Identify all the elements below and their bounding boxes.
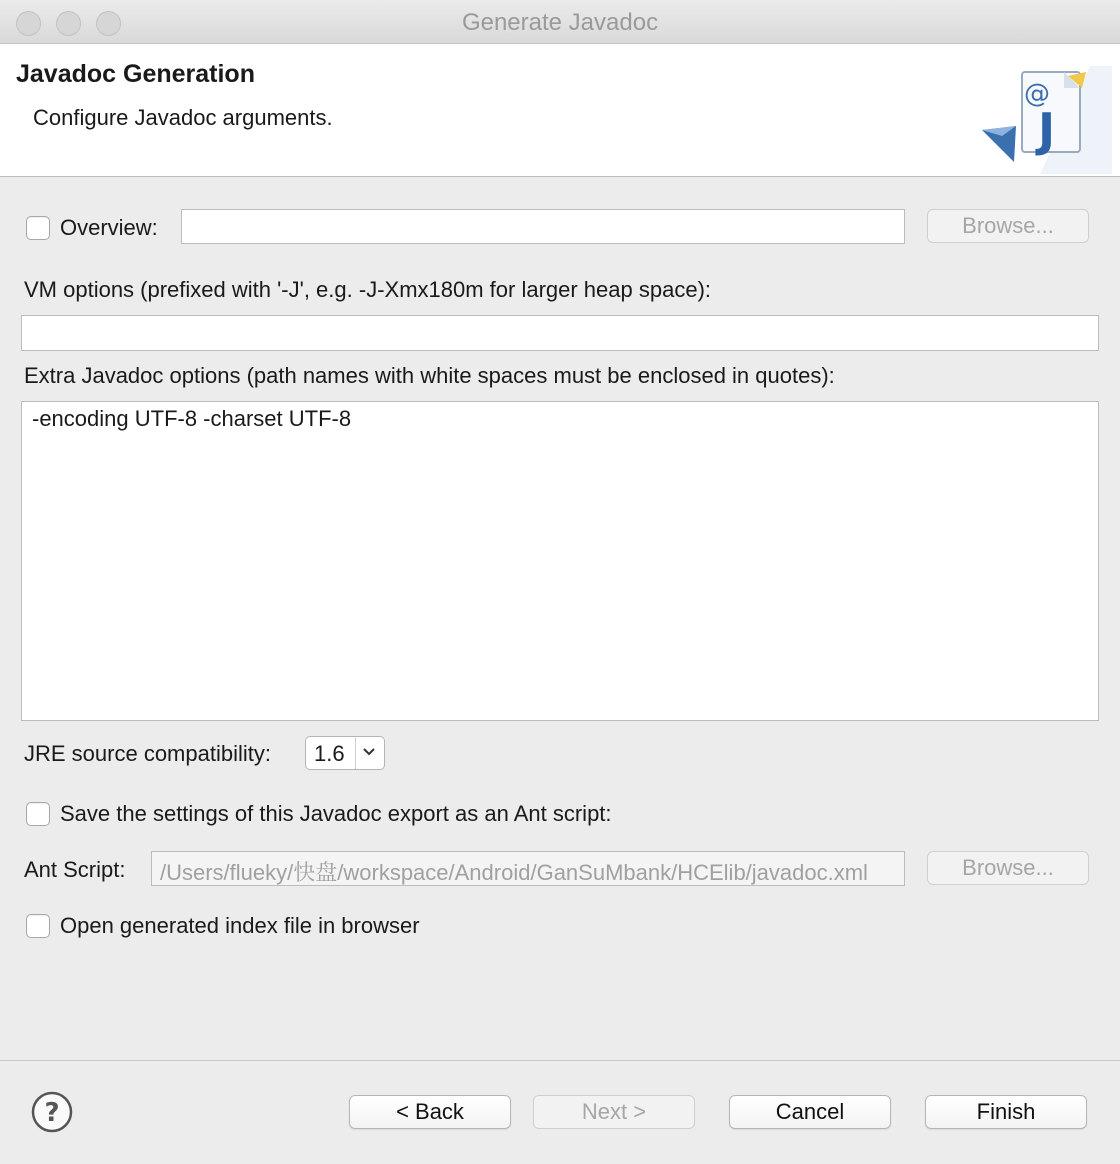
extra-options-label: Extra Javadoc options (path names with white spaces must be enclosed in quotes):: [24, 363, 835, 388]
svg-text:?: ?: [44, 1098, 60, 1128]
page-title: Javadoc Generation: [16, 60, 255, 88]
back-button[interactable]: < Back: [349, 1095, 511, 1129]
javadoc-banner-icon: [980, 66, 1112, 174]
overview-input[interactable]: [181, 209, 905, 244]
save-ant-script-checkbox[interactable]: [26, 802, 50, 826]
open-index-checkbox[interactable]: [26, 914, 50, 938]
save-ant-script-label: Save the settings of this Javadoc export as an Ant script:: [60, 801, 612, 826]
overview-label: Overview:: [60, 215, 158, 240]
wizard-header: [0, 44, 1120, 177]
jre-compatibility-select[interactable]: [305, 736, 385, 770]
jre-compatibility-label: JRE source compatibility:: [24, 741, 271, 766]
vm-options-label: VM options (prefixed with '-J', e.g. -J-Xmx180m for larger heap space):: [24, 277, 712, 302]
window-title: Generate Javadoc: [461, 9, 659, 36]
next-button[interactable]: Next >: [533, 1095, 695, 1129]
extra-options-textarea[interactable]: -encoding UTF-8 -charset UTF-8: [21, 401, 1099, 721]
svg-text:@: @: [1024, 79, 1050, 109]
help-icon[interactable]: [31, 1091, 73, 1133]
chevron-down-icon: [360, 740, 378, 764]
open-index-label: Open generated index file in browser: [60, 913, 420, 938]
ant-script-browse-button[interactable]: Browse...: [927, 851, 1089, 885]
page-description: Configure Javadoc arguments.: [33, 105, 333, 130]
overview-browse-button[interactable]: Browse...: [927, 209, 1089, 243]
overview-checkbox[interactable]: [26, 216, 50, 240]
title-bar: [0, 0, 1120, 44]
vm-options-input[interactable]: [21, 315, 1099, 351]
svg-text:J: J: [1038, 103, 1056, 157]
ant-script-input[interactable]: /Users/flueky/快盘/workspace/Android/GanSuMbank/HCElib/javadoc.xml: [151, 851, 905, 886]
finish-button[interactable]: Finish: [925, 1095, 1087, 1129]
ant-script-label: Ant Script:: [24, 857, 126, 882]
cancel-button[interactable]: Cancel: [729, 1095, 891, 1129]
jre-compatibility-value: 1.6: [314, 741, 345, 766]
footer-divider: [0, 1060, 1120, 1061]
